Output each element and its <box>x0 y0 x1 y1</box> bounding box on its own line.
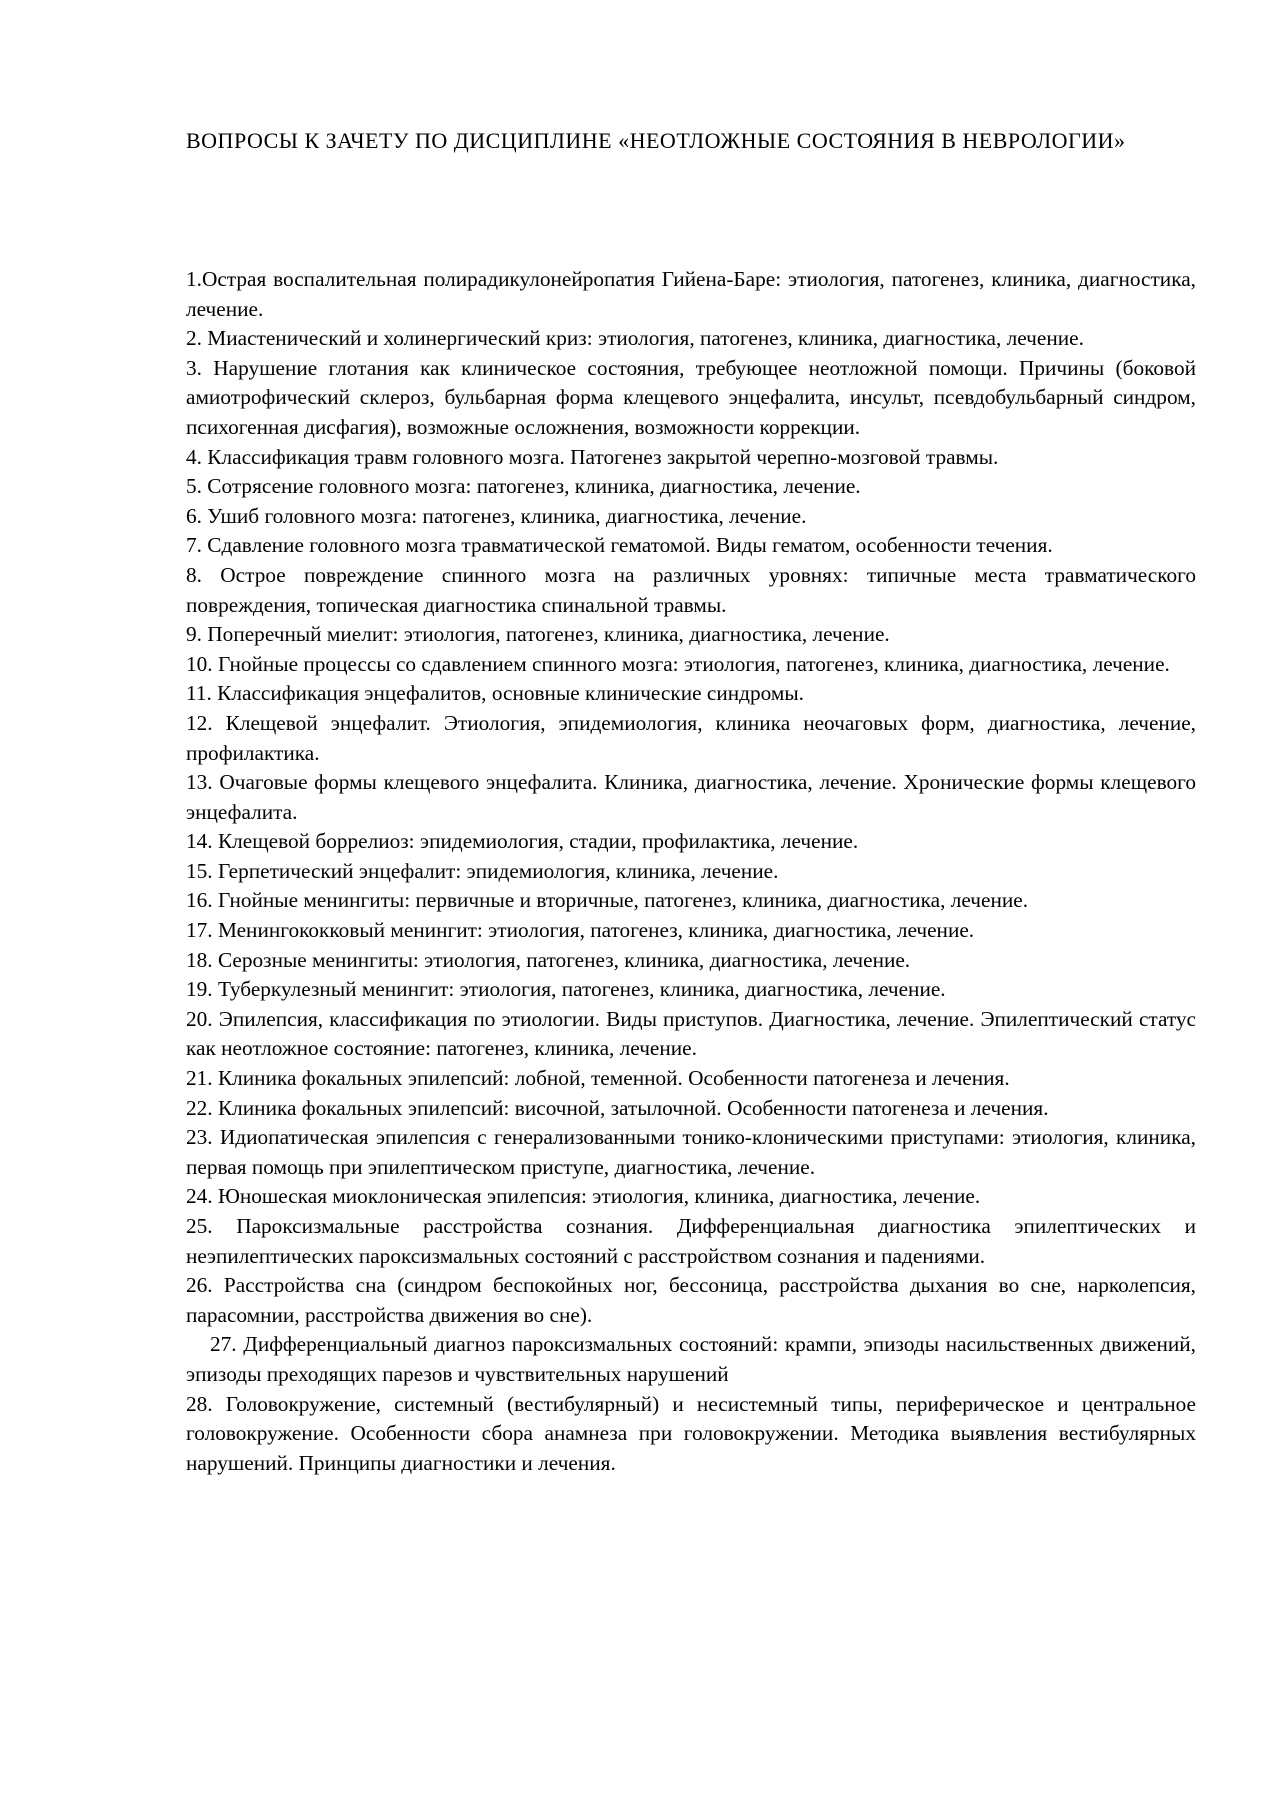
question-item: 17. Менингококковый менингит: этиология, патогенез, клиника, диагностика, лечение. <box>186 918 975 943</box>
question-item: 11. Классификация энцефалитов, основные клинические синдромы. <box>186 681 804 706</box>
question-item: 23. Идиопатическая эпилепсия с генерализованными тонико-клоническими приступами: этиология, клиника, первая помощь при эпилептическом приступе, диагностика, лечение. <box>186 1125 1196 1179</box>
question-item: 13. Очаговые формы клещевого энцефалита. Клиника, диагностика, лечение. Хронические формы клещевого энцефалита. <box>186 770 1196 824</box>
question-item: 19. Туберкулезный менингит: этиология, патогенез, клиника, диагностика, лечение. <box>186 977 946 1002</box>
question-list <box>186 265 1196 1478</box>
question-item: 6. Ушиб головного мозга: патогенез, клиника, диагностика, лечение. <box>186 503 807 528</box>
question-item: 28. Головокружение, системный (вестибулярный) и несистемный типы, периферическое и центральное головокружение. Особенности сбора анамнеза при головокружении. Методика выявления вестибулярных нарушений. Принципы диагностики и лечения. <box>186 1391 1196 1475</box>
question-item: 24. Юношеская миоклоническая эпилепсия: этиология, клиника, диагностика, лечение. <box>186 1184 981 1209</box>
question-item: 16. Гнойные менингиты: первичные и вторичные, патогенез, клиника, диагностика, лечение. <box>186 888 1029 913</box>
question-item: 14. Клещевой боррелиоз: эпидемиология, стадии, профилактика, лечение. <box>186 829 859 854</box>
question-item: 7. Сдавление головного мозга травматической гематомой. Виды гематом, особенности течения. <box>186 533 1053 558</box>
question-item: 1.Острая воспалительная полирадикулонейропатия Гийена-Баре: этиология, патогенез, клиника, диагностика, лечение. <box>186 267 1196 321</box>
question-item: 15. Герпетический энцефалит: эпидемиология, клиника, лечение. <box>186 858 779 883</box>
question-item: 10. Гнойные процессы со сдавлением спинного мозга: этиология, патогенез, клиника, диагностика, лечение. <box>186 651 1170 676</box>
question-item: 21. Клиника фокальных эпилепсий: лобной, теменной. Особенности патогенеза и лечения. <box>186 1066 1010 1091</box>
question-item: 20. Эпилепсия, классификация по этиологии. Виды приступов. Диагностика, лечение. Эпилептический статус как неотложное состояние: патогенез, клиника, лечение. <box>186 1006 1196 1061</box>
question-item: 25. Пароксизмальные расстройства сознания. Дифференциальная диагностика эпилептических и неэпилептических пароксизмальных состояний с расстройством сознания и падениями. <box>186 1214 1196 1268</box>
question-item: 22. Клиника фокальных эпилепсий: височной, затылочной. Особенности патогенеза и лечения. <box>186 1095 1049 1120</box>
question-item: 27. Дифференциальный диагноз пароксизмальных состояний: крампи, эпизоды насильственных движений, эпизоды преходящих парезов и чувствительных нарушений <box>186 1332 1196 1386</box>
question-item: 12. Клещевой энцефалит. Этиология, эпидемиология, клиника неочаговых форм, диагностика, лечение, профилактика. <box>186 710 1196 765</box>
question-item: 2. Миастенический и холинергический криз: этиология, патогенез, клиника, диагностика, лечение. <box>186 326 1084 351</box>
question-item: 3. Нарушение глотания как клиническое состояния, требующее неотложной помощи. Причины (боковой амиотрофический склероз, бульбарная форма клещевого энцефалита, инсульт, псевдобульбарный синдром, психогенная дисфагия), возможные осложнения, возможности коррекции. <box>186 355 1196 439</box>
question-item: 26. Расстройства сна (синдром беспокойных ног, бессоница, расстройства дыхания во сне, нарколепсия, парасомнии, расстройства движения во сне). <box>186 1273 1196 1327</box>
question-item: 8. Острое повреждение спинного мозга на различных уровнях: типичные места травматического повреждения, топическая диагностика спинальной травмы. <box>186 562 1196 617</box>
document-title: ВОПРОСЫ К ЗАЧЕТУ ПО ДИСЦИПЛИНЕ «НЕОТЛОЖНЫЕ СОСТОЯНИЯ В НЕВРОЛОГИИ» <box>186 128 1126 153</box>
question-item: 4. Классификация травм головного мозга. Патогенез закрытой черепно-мозговой травмы. <box>186 444 999 469</box>
question-item: 9. Поперечный миелит: этиология, патогенез, клиника, диагностика, лечение. <box>186 622 890 647</box>
question-item: 5. Сотрясение головного мозга: патогенез, клиника, диагностика, лечение. <box>186 474 861 499</box>
question-item: 18. Серозные менингиты: этиология, патогенез, клиника, диагностика, лечение. <box>186 947 911 972</box>
